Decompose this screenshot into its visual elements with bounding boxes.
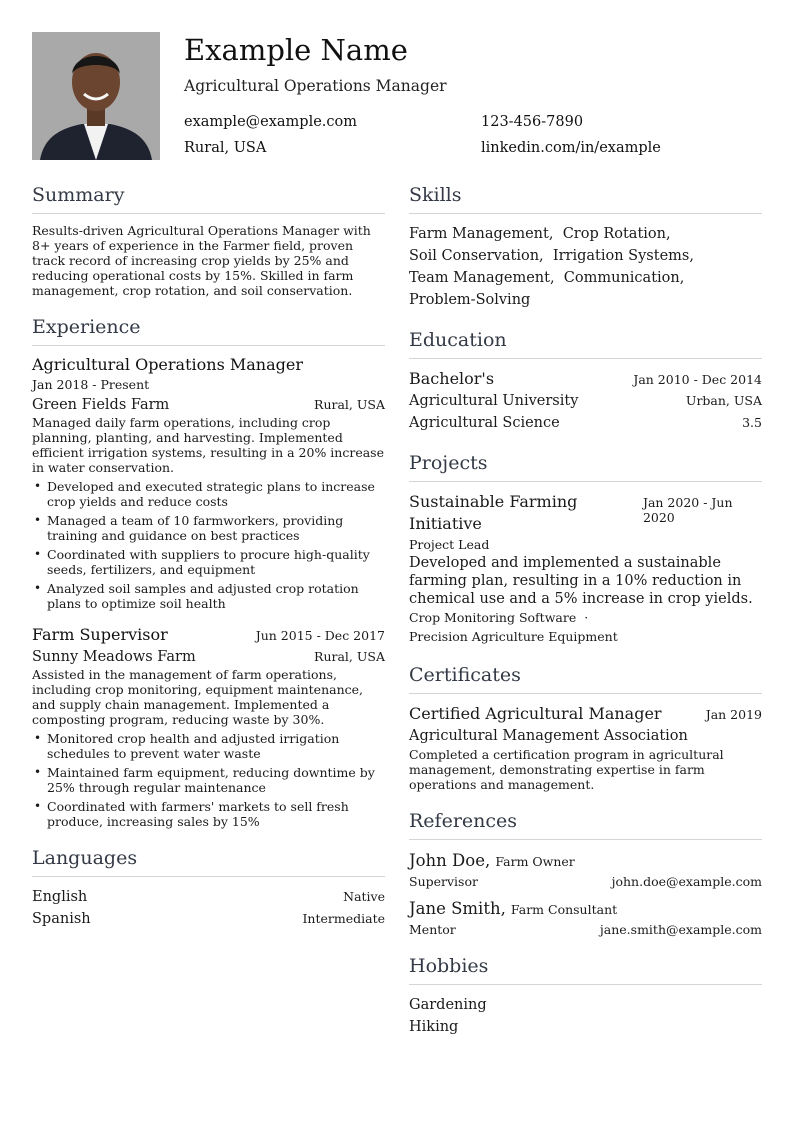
- language-level: Native: [343, 889, 385, 904]
- summary-heading: Summary: [32, 180, 385, 214]
- job-dates: Jun 2015 - Dec 2017: [255, 628, 385, 643]
- job-entry: [32, 625, 385, 829]
- list-item: • Coordinated with farmers' markets to sell fresh produce, increasing sales by 15%: [32, 799, 385, 829]
- reference-title: Farm Consultant: [510, 902, 618, 917]
- languages-heading: Languages: [32, 843, 385, 877]
- language-level: Intermediate: [302, 911, 385, 926]
- project-description: Developed and implemented a sustainable farming plan, resulting in a 10% reduction in chemical use and a 5% increase in crop yields.: [409, 555, 753, 607]
- reference-entry: [409, 849, 762, 889]
- job-title: Farm Supervisor: [32, 625, 168, 644]
- certificate-description: Completed a certification program in agricultural management, demonstrating expertise in farm operations and management.: [409, 747, 724, 792]
- project-role: Project Lead: [409, 537, 490, 552]
- reference-name: John Doe,: [409, 851, 491, 870]
- list-item: • Managed a team of 10 farmworkers, providing training and guidance on best practices: [32, 513, 385, 543]
- edu-degree: Bachelor's: [409, 369, 495, 388]
- summary-section: [32, 180, 385, 298]
- profile-photo-image: [32, 32, 160, 160]
- list-item: • Developed and executed strategic plans to increase crop yields and reduce costs: [32, 479, 385, 509]
- edu-location: Urban, USA: [685, 393, 762, 408]
- skills-heading: Skills: [409, 180, 762, 214]
- projects-heading: Projects: [409, 448, 762, 482]
- list-item: • Monitored crop health and adjusted irrigation schedules to prevent water waste: [32, 731, 385, 761]
- skills-section: [409, 180, 762, 311]
- phone-number[interactable]: 123-456-7890: [481, 114, 584, 130]
- linkedin-link[interactable]: linkedin.com/in/example: [481, 140, 661, 156]
- job-bullets: [32, 731, 385, 829]
- hobbies-heading: Hobbies: [409, 951, 762, 985]
- email-link[interactable]: example@example.com: [184, 114, 358, 130]
- job-title: Agricultural Operations Manager: [32, 355, 303, 374]
- tech-item: Crop Monitoring Software: [409, 610, 577, 625]
- job-company: Sunny Meadows Farm: [32, 649, 196, 665]
- edu-dates: Jan 2010 - Dec 2014: [633, 372, 762, 387]
- project-title: Sustainable Farming Initiative: [409, 492, 578, 533]
- tech-item: Precision Agriculture Equipment: [409, 629, 618, 644]
- reference-relation: Mentor: [409, 922, 456, 937]
- job-bullets: [32, 479, 385, 611]
- candidate-name: Example Name: [184, 33, 408, 67]
- skill-item: Team Management,: [409, 270, 555, 286]
- education-section: [409, 325, 762, 434]
- edu-gpa: 3.5: [742, 415, 762, 430]
- education-heading: Education: [409, 325, 762, 359]
- project-tech: [409, 608, 762, 646]
- skill-item: Irrigation Systems,: [552, 248, 694, 264]
- edu-field: Agricultural Science: [409, 415, 560, 431]
- skills-list: [409, 223, 762, 311]
- location-text: Rural, USA: [184, 140, 267, 156]
- job-entry: [32, 355, 385, 611]
- certificate-date: Jan 2019: [705, 707, 762, 722]
- skill-item: Soil Conservation,: [409, 248, 544, 264]
- job-location: Rural, USA: [314, 649, 385, 664]
- experience-heading: Experience: [32, 312, 385, 346]
- experience-section: [32, 312, 385, 829]
- list-item: • Maintained farm equipment, reducing downtime by 25% through regular maintenance: [32, 765, 385, 795]
- certificates-heading: Certificates: [409, 660, 762, 694]
- job-location: Rural, USA: [314, 397, 385, 412]
- job-description: Managed daily farm operations, including crop planning, planting, and harvesting. Implemented efficient irrigation systems, resulting in a 20% increase in water conservation.: [32, 415, 384, 475]
- project-dates: Jan 2020 - Jun 2020: [642, 495, 733, 525]
- hobbies-section: [409, 951, 762, 1038]
- projects-section: [409, 448, 762, 646]
- profile-photo: [32, 32, 160, 160]
- skill-item: Farm Management,: [409, 226, 554, 242]
- skill-item: Problem-Solving: [409, 292, 531, 308]
- hobby-item: Hiking: [409, 1019, 459, 1035]
- language-name: Spanish: [32, 911, 91, 927]
- list-item: • Analyzed soil samples and adjusted crop rotation plans to optimize soil health: [32, 581, 385, 611]
- summary-text: Results-driven Agricultural Operations Manager with 8+ years of experience in the Farmer field, proven track record of increasing crop yields by 25% and reducing operational costs by 15%. Skilled in farm management, crop rotation, and soil conservation.: [32, 223, 371, 298]
- languages-section: [32, 843, 385, 930]
- references-heading: References: [409, 806, 762, 840]
- reference-entry: [409, 897, 762, 937]
- certificate-title: Certified Agricultural Manager: [409, 704, 662, 723]
- references-section: [409, 806, 762, 937]
- reference-email[interactable]: jane.smith@example.com: [599, 922, 762, 937]
- reference-email[interactable]: john.doe@example.com: [611, 874, 762, 889]
- list-item: • Coordinated with suppliers to procure high-quality seeds, fertilizers, and equipment: [32, 547, 385, 577]
- edu-school: Agricultural University: [409, 393, 579, 409]
- right-column: [409, 180, 762, 1052]
- skill-item: Communication,: [563, 270, 685, 286]
- reference-title: Farm Owner: [495, 854, 575, 869]
- job-dates: Jan 2018 - Present: [32, 377, 150, 392]
- left-column: [32, 180, 385, 944]
- reference-name: Jane Smith,: [409, 899, 506, 918]
- job-company: Green Fields Farm: [32, 397, 170, 413]
- language-name: English: [32, 889, 88, 905]
- reference-relation: Supervisor: [409, 874, 478, 889]
- certificate-issuer: Agricultural Management Association: [409, 728, 688, 744]
- certificates-section: [409, 660, 762, 792]
- skill-item: Crop Rotation,: [562, 226, 671, 242]
- candidate-title: Agricultural Operations Manager: [184, 77, 447, 95]
- job-description: Assisted in the management of farm operations, including crop monitoring, equipment maintenance, and supply chain management. Implemented a composting program, reducing waste by 30%.: [32, 667, 363, 727]
- tech-separator: ·: [584, 610, 589, 625]
- hobby-item: Gardening: [409, 997, 487, 1013]
